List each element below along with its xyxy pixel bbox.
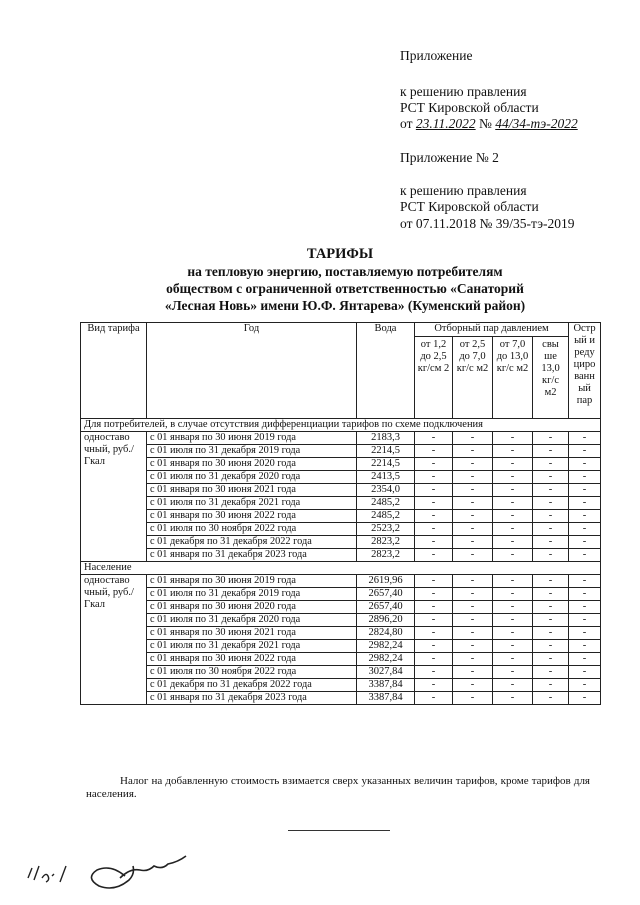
empty-tariff-cell: - [453,497,493,510]
period-cell: с 01 июля по 30 ноября 2022 года [147,666,357,679]
table-row [81,432,601,445]
empty-tariff-cell: - [453,601,493,614]
empty-tariff-cell: - [453,471,493,484]
empty-tariff-cell: - [569,692,601,705]
tariff-table [80,322,601,705]
period-cell: с 01 июля по 31 декабря 2020 года [147,614,357,627]
table-row [81,471,601,484]
empty-tariff-cell: - [493,666,533,679]
empty-tariff-cell: - [533,497,569,510]
annex-date: 23.11.2022 [415,116,476,131]
empty-tariff-cell: - [415,432,453,445]
table-row [81,679,601,692]
water-tariff-cell: 2982,24 [357,640,415,653]
annex-ref-line2: РСТ Кировской области [400,100,539,115]
empty-tariff-cell: - [569,588,601,601]
water-tariff-cell: 2413,5 [357,471,415,484]
annex2-ref-line3: от 07.11.2018 № 39/35-тэ-2019 [400,216,575,231]
empty-tariff-cell: - [533,445,569,458]
table-row [81,575,601,588]
empty-tariff-cell: - [453,640,493,653]
empty-tariff-cell: - [415,484,453,497]
empty-tariff-cell: - [493,458,533,471]
water-tariff-cell: 3027,84 [357,666,415,679]
table-row [81,588,601,601]
empty-tariff-cell: - [453,536,493,549]
empty-tariff-cell: - [533,523,569,536]
empty-tariff-cell: - [533,601,569,614]
empty-tariff-cell: - [533,471,569,484]
empty-tariff-cell: - [569,640,601,653]
empty-tariff-cell: - [415,614,453,627]
empty-tariff-cell: - [493,627,533,640]
subtitle-line2: обществом с ограниченной ответственностью «Санаторий [166,281,524,296]
empty-tariff-cell: - [493,640,533,653]
water-tariff-cell: 2896,20 [357,614,415,627]
header-period: Год [147,323,357,419]
header-water: Вода [357,323,415,419]
period-cell: с 01 июля по 31 декабря 2021 года [147,640,357,653]
empty-tariff-cell: - [415,445,453,458]
empty-tariff-cell: - [569,458,601,471]
empty-tariff-cell: - [569,549,601,562]
empty-tariff-cell: - [415,523,453,536]
table-row [81,484,601,497]
bottom-divider [288,830,390,831]
empty-tariff-cell: - [533,549,569,562]
empty-tariff-cell: - [453,549,493,562]
annex-title: Приложение [400,48,473,63]
tariff-table-body [81,419,601,705]
period-cell: с 01 января по 31 декабря 2023 года [147,692,357,705]
empty-tariff-cell: - [453,692,493,705]
empty-tariff-cell: - [415,497,453,510]
empty-tariff-cell: - [569,536,601,549]
empty-tariff-cell: - [533,653,569,666]
header-pressure-1: от 1,2 до 2,5 кг/см 2 [415,337,453,419]
empty-tariff-cell: - [533,692,569,705]
table-row [81,445,601,458]
empty-tariff-cell: - [453,432,493,445]
empty-tariff-cell: - [453,445,493,458]
annex-date-line [400,116,578,131]
empty-tariff-cell: - [533,679,569,692]
empty-tariff-cell: - [415,588,453,601]
empty-tariff-cell: - [453,588,493,601]
empty-tariff-cell: - [415,640,453,653]
water-tariff-cell: 2619,96 [357,575,415,588]
empty-tariff-cell: - [415,575,453,588]
table-row [81,510,601,523]
document-title: ТАРИФЫ [306,246,374,262]
period-cell: с 01 января по 30 июня 2019 года [147,432,357,445]
empty-tariff-cell: - [453,653,493,666]
empty-tariff-cell: - [533,575,569,588]
empty-tariff-cell: - [453,627,493,640]
empty-tariff-cell: - [533,510,569,523]
period-cell: с 01 июля по 31 декабря 2021 года [147,497,357,510]
empty-tariff-cell: - [453,679,493,692]
water-tariff-cell: 2657,40 [357,601,415,614]
empty-tariff-cell: - [415,653,453,666]
empty-tariff-cell: - [569,614,601,627]
empty-tariff-cell: - [415,601,453,614]
period-cell: с 01 июля по 31 декабря 2019 года [147,445,357,458]
header-pressure-4: свы ше 13,0 кг/с м2 [533,337,569,419]
empty-tariff-cell: - [415,549,453,562]
empty-tariff-cell: - [415,510,453,523]
empty-tariff-cell: - [415,471,453,484]
empty-tariff-cell: - [493,549,533,562]
empty-tariff-cell: - [453,666,493,679]
empty-tariff-cell: - [493,445,533,458]
tariff-type-cell: одноставо чный, руб./Гкал [81,575,147,705]
water-tariff-cell: 2485,2 [357,497,415,510]
empty-tariff-cell: - [453,510,493,523]
period-cell: с 01 января по 30 июня 2019 года [147,575,357,588]
empty-tariff-cell: - [493,497,533,510]
annex-date-prefix: от [400,116,413,131]
header-pressure-3: от 7,0 до 13,0 кг/с м2 [493,337,533,419]
period-cell: с 01 января по 30 июня 2021 года [147,627,357,640]
annex-number: 44/34-тэ-2022 [495,116,578,131]
empty-tariff-cell: - [493,471,533,484]
vat-note: Налог на добавленную стоимость взимается сверх указанных величин тарифов, кроме тарифов для населения. [86,775,590,800]
water-tariff-cell: 2214,5 [357,458,415,471]
table-row [81,666,601,679]
period-cell: с 01 июля по 30 ноября 2022 года [147,523,357,536]
empty-tariff-cell: - [493,523,533,536]
handwritten-signature [20,848,210,898]
annex-number-prefix: № [478,116,492,131]
empty-tariff-cell: - [569,601,601,614]
empty-tariff-cell: - [415,627,453,640]
empty-tariff-cell: - [493,692,533,705]
water-tariff-cell: 2183,3 [357,432,415,445]
table-row [81,549,601,562]
empty-tariff-cell: - [415,692,453,705]
section-header-row [81,562,601,575]
empty-tariff-cell: - [493,536,533,549]
header-tariff-type: Вид тарифа [81,323,147,419]
empty-tariff-cell: - [569,471,601,484]
empty-tariff-cell: - [569,523,601,536]
period-cell: с 01 января по 30 июня 2020 года [147,458,357,471]
header-pressure-2: от 2,5 до 7,0 кг/с м2 [453,337,493,419]
period-cell: с 01 января по 31 декабря 2023 года [147,549,357,562]
period-cell: с 01 июля по 31 декабря 2019 года [147,588,357,601]
period-cell: с 01 января по 30 июня 2020 года [147,601,357,614]
empty-tariff-cell: - [569,653,601,666]
empty-tariff-cell: - [415,679,453,692]
water-tariff-cell: 2657,40 [357,588,415,601]
table-row [81,497,601,510]
empty-tariff-cell: - [533,614,569,627]
water-tariff-cell: 2523,2 [357,523,415,536]
empty-tariff-cell: - [493,484,533,497]
water-tariff-cell: 2982,24 [357,653,415,666]
annex-ref-line1: к решению правления [400,84,527,99]
empty-tariff-cell: - [415,666,453,679]
empty-tariff-cell: - [533,458,569,471]
period-cell: с 01 декабря по 31 декабря 2022 года [147,679,357,692]
header-steam: Отборный пар давлением [415,323,569,337]
tariff-type-cell: одноставо чный, руб./Гкал [81,432,147,562]
subtitle-line1: на тепловую энергию, поставляемую потребителям [187,264,503,279]
period-cell: с 01 января по 30 июня 2022 года [147,653,357,666]
water-tariff-cell: 2823,2 [357,536,415,549]
table-row [81,692,601,705]
empty-tariff-cell: - [415,458,453,471]
annex2-ref-line1: к решению правления [400,183,527,198]
table-row [81,640,601,653]
empty-tariff-cell: - [493,432,533,445]
table-row [81,536,601,549]
section-title: Для потребителей, в случае отсутствия дифференциации тарифов по схеме подключения [81,419,601,432]
period-cell: с 01 декабря по 31 декабря 2022 года [147,536,357,549]
subtitle-line3: «Лесная Новь» имени Ю.Ф. Янтарева» (Куменский район) [164,298,526,313]
table-row [81,601,601,614]
empty-tariff-cell: - [493,510,533,523]
empty-tariff-cell: - [569,445,601,458]
water-tariff-cell: 2824,80 [357,627,415,640]
table-row [81,653,601,666]
empty-tariff-cell: - [533,588,569,601]
period-cell: с 01 июля по 31 декабря 2020 года [147,471,357,484]
empty-tariff-cell: - [569,627,601,640]
period-cell: с 01 января по 30 июня 2021 года [147,484,357,497]
annex2-ref-line2: РСТ Кировской области [400,199,539,214]
table-row [81,523,601,536]
empty-tariff-cell: - [415,536,453,549]
header-sharp-steam: Остр ый и реду циро ванн ый пар [569,323,601,419]
empty-tariff-cell: - [493,614,533,627]
water-tariff-cell: 3387,84 [357,692,415,705]
empty-tariff-cell: - [569,575,601,588]
empty-tariff-cell: - [533,627,569,640]
empty-tariff-cell: - [533,666,569,679]
empty-tariff-cell: - [493,653,533,666]
water-tariff-cell: 2485,2 [357,510,415,523]
empty-tariff-cell: - [533,432,569,445]
section-title: Население [81,562,601,575]
water-tariff-cell: 2354,0 [357,484,415,497]
empty-tariff-cell: - [569,666,601,679]
table-row [81,458,601,471]
empty-tariff-cell: - [533,484,569,497]
empty-tariff-cell: - [493,588,533,601]
empty-tariff-cell: - [493,601,533,614]
empty-tariff-cell: - [493,575,533,588]
empty-tariff-cell: - [533,536,569,549]
water-tariff-cell: 3387,84 [357,679,415,692]
empty-tariff-cell: - [569,484,601,497]
period-cell: с 01 января по 30 июня 2022 года [147,510,357,523]
empty-tariff-cell: - [453,614,493,627]
empty-tariff-cell: - [453,458,493,471]
water-tariff-cell: 2214,5 [357,445,415,458]
section-header-row [81,419,601,432]
table-row [81,614,601,627]
empty-tariff-cell: - [453,575,493,588]
empty-tariff-cell: - [569,432,601,445]
empty-tariff-cell: - [493,679,533,692]
empty-tariff-cell: - [569,510,601,523]
annex2-title: Приложение № 2 [400,150,499,165]
water-tariff-cell: 2823,2 [357,549,415,562]
empty-tariff-cell: - [569,679,601,692]
empty-tariff-cell: - [533,640,569,653]
empty-tariff-cell: - [569,497,601,510]
empty-tariff-cell: - [453,484,493,497]
table-row [81,627,601,640]
empty-tariff-cell: - [453,523,493,536]
